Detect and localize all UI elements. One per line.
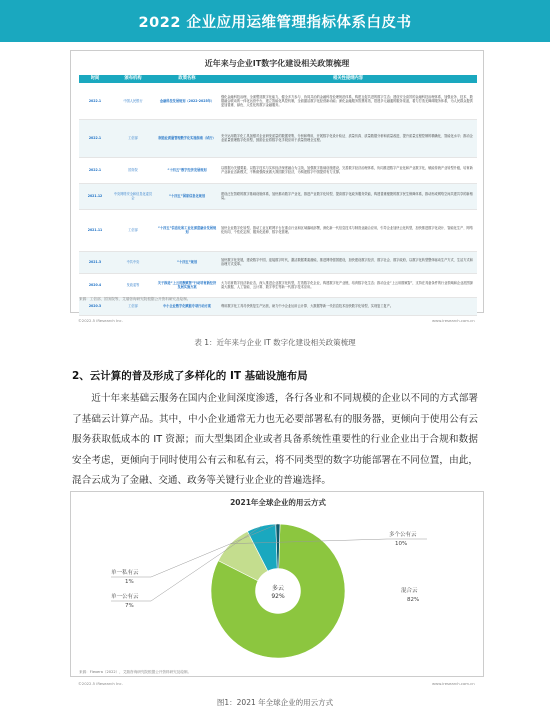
cell-content: 以数据为关键要素，以数字技术与实体经济深度融合为主线，加强数字基础设施建设，完善数字经济治理体系，协同推进数字产业化和产业数字化，赋能传统产业转型升级，培育新产业新业态新模式，不断做强做优做大我国数字经济，为构建数字中国提供有力支撑。 xyxy=(219,157,477,183)
cell-time: 2022.1 xyxy=(79,157,111,183)
cell-content: 强化金融科技治理，全面塑造数字化能力，健全多方参与、协同共治的金融科技伦理规范体系，构建互促共进的数字生态；建设安全高效的金融科技治理体系，加强业务、技术、数据融合联动的一体化运营中台，建立智能化风控机制，全面激活数字化经营新动能；深化金融服务智慧再造，搭建多元融通的服务渠道，着力打造无障碍服务体系，为人民群众提供更加普惠、绿色、人性化的数字金融服务。 xyxy=(219,83,477,119)
policy-table xyxy=(79,75,477,316)
slice-label-name: 混合云 xyxy=(401,588,418,594)
cell-time: 2021.11 xyxy=(79,209,111,251)
cell-policy-name: “十四五”国家信息化规划 xyxy=(155,183,219,209)
table-row xyxy=(79,83,477,119)
table-row xyxy=(79,183,477,209)
column-header-org: 颁布机构 xyxy=(111,75,155,83)
column-header-time: 时间 xyxy=(79,75,111,83)
cell-org: 中国人民银行 xyxy=(111,83,155,119)
slice-label-name: 单一私有云 xyxy=(111,570,139,576)
cell-org: 工信部 xyxy=(111,209,155,251)
section-heading: 2、云计算的普及形成了多样化的 IT 基础设施布局 xyxy=(72,370,308,382)
website-text: www.iresearch.com.cn xyxy=(432,681,475,686)
slice-label-value: 82% xyxy=(407,597,420,603)
cell-org: 工信部 xyxy=(111,119,155,157)
chart-title: 2021年全球企业的用云方式 xyxy=(230,498,326,507)
table-caption: 表 1：近年来与企业 IT 数字化建设相关政策梳理 xyxy=(194,338,356,347)
slice-label-value: 7% xyxy=(125,603,134,609)
section-paragraph: 近十年来基础云服务在国内企业间深度渗透，各行各业和不同规模的企业以不同的方式部署了基础云计算产品。其中，中小企业通常无力也无必要部署私有的服务器，更倾向于使用公有云服务获取低成本的 IT 资源；而大型集团企业或者具备系统性重要性的行业企业出于合规和数据安全考虑，更倾向于同时使用公有云和私有云，将不同类型的数字功能部署在不同位置，由此，混合云成为了金融、交通、政务等关键行业企业的普遍选择。 xyxy=(72,393,478,486)
cell-policy-name: 制造业质量管理数字化实施指南（试行） xyxy=(155,119,219,157)
slice-label-value: 10% xyxy=(395,541,408,547)
website-text: www.iresearch.com.cn xyxy=(432,318,475,323)
cell-content: 建设泛在智联的数字基础设施体系，加快推动数字产业化，推进产业数字化转型，提高数字化政务服务效能，构建普惠便捷的数字民生保障体系，推动形成网络空间共建共享的新格局。 xyxy=(219,183,477,209)
cell-policy-name: 金融科技发展规划（2022-2025年） xyxy=(155,83,219,119)
slice-label-name: 单一公有云 xyxy=(111,594,139,600)
header-banner xyxy=(0,0,550,42)
cell-time: 2022.1 xyxy=(79,119,111,157)
table-row xyxy=(79,273,477,297)
copyright-text: ©2022.5 iResearch Inc. xyxy=(78,681,123,686)
cell-org: 国务院 xyxy=(111,157,155,183)
pie-chart-panel xyxy=(70,491,484,677)
cell-org: 中共中央 xyxy=(111,251,155,273)
copyright-text: ©2022.5 iResearch Inc. xyxy=(78,318,123,323)
column-header-name: 政策名称 xyxy=(155,75,219,83)
table-header-row xyxy=(79,75,477,83)
cell-time: 2022.1 xyxy=(79,83,111,119)
center-label-name: 多云 xyxy=(271,585,285,592)
cell-content: 充分运用数字化工具加强对企业研发质量的数据采集、分析和利用，开展数字化设计验证、质量仿真、质量数据分析和质量改进，提升质量过程控制的精确化、智能化水平；推动企业质量管理数字化转型，鼓励企业将数字化手段应用于质量管理全过程。 xyxy=(219,119,477,157)
cell-policy-name: “十四五”信息化和工业化深度融合发展规划 xyxy=(155,209,219,251)
cell-policy-name: “十四五”数字经济发展规划 xyxy=(155,157,219,183)
table-row xyxy=(79,157,477,183)
center-label-value: 92% xyxy=(271,593,285,600)
table-row xyxy=(79,209,477,251)
pie-chart xyxy=(71,492,485,678)
table-row xyxy=(79,251,477,273)
cell-org: 中央网络安全和信息化委员会 xyxy=(111,183,155,209)
cell-time: 2021.3 xyxy=(79,251,111,273)
cell-content: 利用数字化工具尽快恢复生产运营，助力中小企业运用云计算、大数据等新一代信息技术加快数字化转型，实现复工复产。 xyxy=(219,297,477,315)
cell-policy-name: “十四五”规划 xyxy=(155,251,219,273)
slice-label-name: 多个公有云 xyxy=(389,532,417,538)
table-title: 近年来与企业IT数字化建设相关政策梳理 xyxy=(204,59,350,68)
table-row xyxy=(79,119,477,157)
table-source-note: 来源：工信部，国务院等，艾瑞咨询研究院根据公开资料研究及绘制。 xyxy=(79,297,191,301)
cell-content: 加快数字化发展，建设数字中国，迎接数字时代，激活数据要素潜能，推进网络强国建设，加快建设数字经济、数字社会、数字政府，以数字化转型整体驱动生产方式、生活方式和治理方式变革。 xyxy=(219,251,477,273)
cell-policy-name: 中小企业数字化赋能专项行动方案 xyxy=(155,297,219,315)
cell-time: 2021.12 xyxy=(79,183,111,209)
cell-content: 大力培育数字经济新业态，深入推进企业数字化转型，打造数字化企业，构建数字化产业链，培育数字化生态；推动企业“上云用数赋智”，支持在具备条件的行业领域和企业范围探索大数据、人工智能、云计算、数字孪生等新一代数字技术应用。 xyxy=(219,273,477,297)
cell-org: 发改委等 xyxy=(111,273,155,297)
cell-time: 2020.3 xyxy=(79,297,111,315)
cell-time: 2020.4 xyxy=(79,273,111,297)
policy-table-panel xyxy=(70,50,484,313)
cell-policy-name: 关于推进“上云用数赋智”行动培育新经济发展实施方案 xyxy=(155,273,219,297)
cell-org: 工信部 xyxy=(111,297,155,315)
chart-caption: 图1：2021 年全球企业的用云方式 xyxy=(216,698,334,707)
document-title: 2022 企业应用运维管理指标体系白皮书 xyxy=(138,14,412,31)
chart-source-note: 来源：Flexera（2022），艾瑞咨询研究院根据公开资料研究及绘制。 xyxy=(79,670,192,674)
slice-label-value: 1% xyxy=(125,579,134,585)
column-header-content: 相关性提纲内容 xyxy=(219,75,477,83)
cell-content: 加快企业数字化转型，推动工业互联网平台在重点行业和区域落地部署，深化新一代信息技术与制造业融合应用，引导企业加快云化转型，加快推进数字化设计、智能化生产、网络化协同、个性化定制、服务化延伸、数字化管理。 xyxy=(219,209,477,251)
